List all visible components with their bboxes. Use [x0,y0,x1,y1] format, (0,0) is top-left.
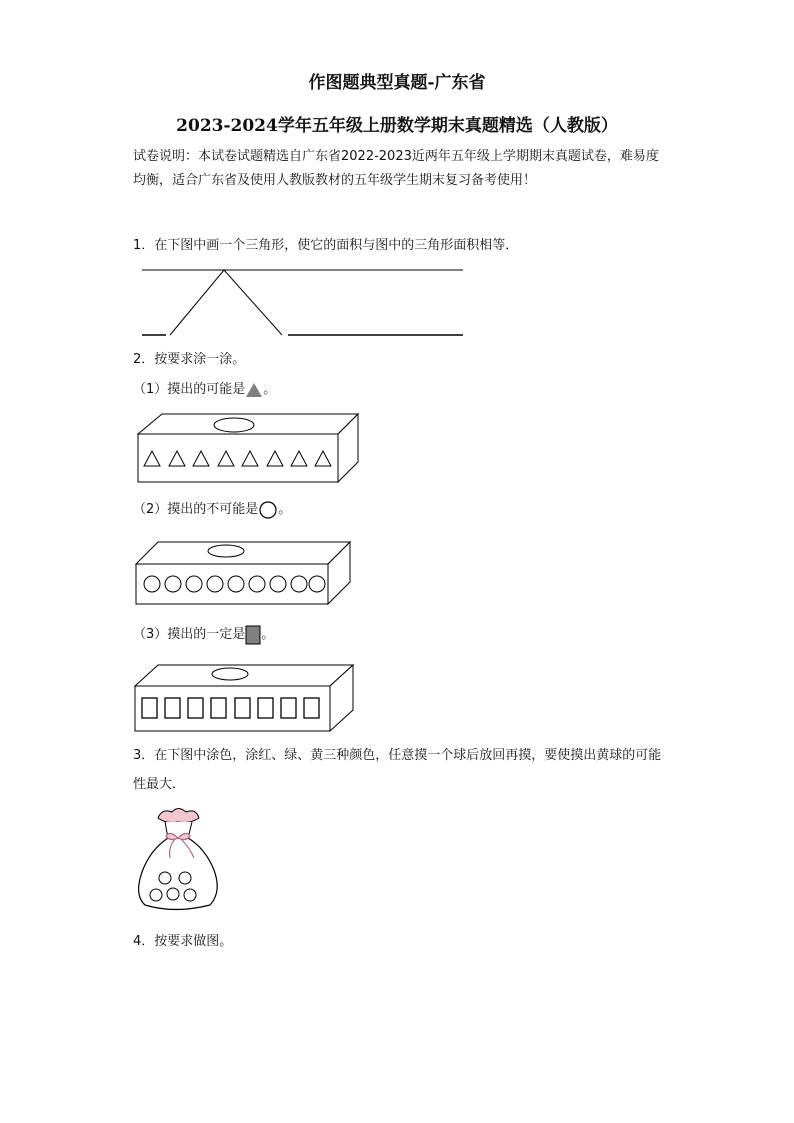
page-title: 作图题典型真题-广东省 [308,73,486,93]
question-2-text: 2．按要求涂一涂。 [133,352,246,367]
exam-description: 试卷说明：本试卷试题精选自广东省2022-2023近两年五年级上学期期末真题试卷，难易度均衡，适合广东省及使用人教版教材的五年级学生期末复习备考使用！ [133,149,659,188]
question-2-sub2-prefix: （2）摸出的不可能是 [133,502,259,517]
question-2-sub3-prefix: （3）摸出的一定是 [133,627,246,642]
question-3-text: 3．在下图中涂色，涂红、绿、黄三种颜色，任意摸一个球后放回再摸，要使摸出黄球的可能性最大． [133,748,662,792]
question-4-text: 4．按要求做图。 [133,934,233,949]
question-1-text: 1．在下图中画一个三角形，使它的面积与图中的三角形面积相等． [133,238,519,253]
question-2-sub2-suffix: 。 [278,502,292,517]
page-subtitle: 2023-2024学年五年级上册数学期末真题精选（人教版） [176,116,618,136]
question-2-sub3-suffix: 。 [261,627,275,642]
question-2-sub1-prefix: （1）摸出的可能是 [133,382,246,397]
question-2-sub1-suffix: 。 [263,382,277,397]
